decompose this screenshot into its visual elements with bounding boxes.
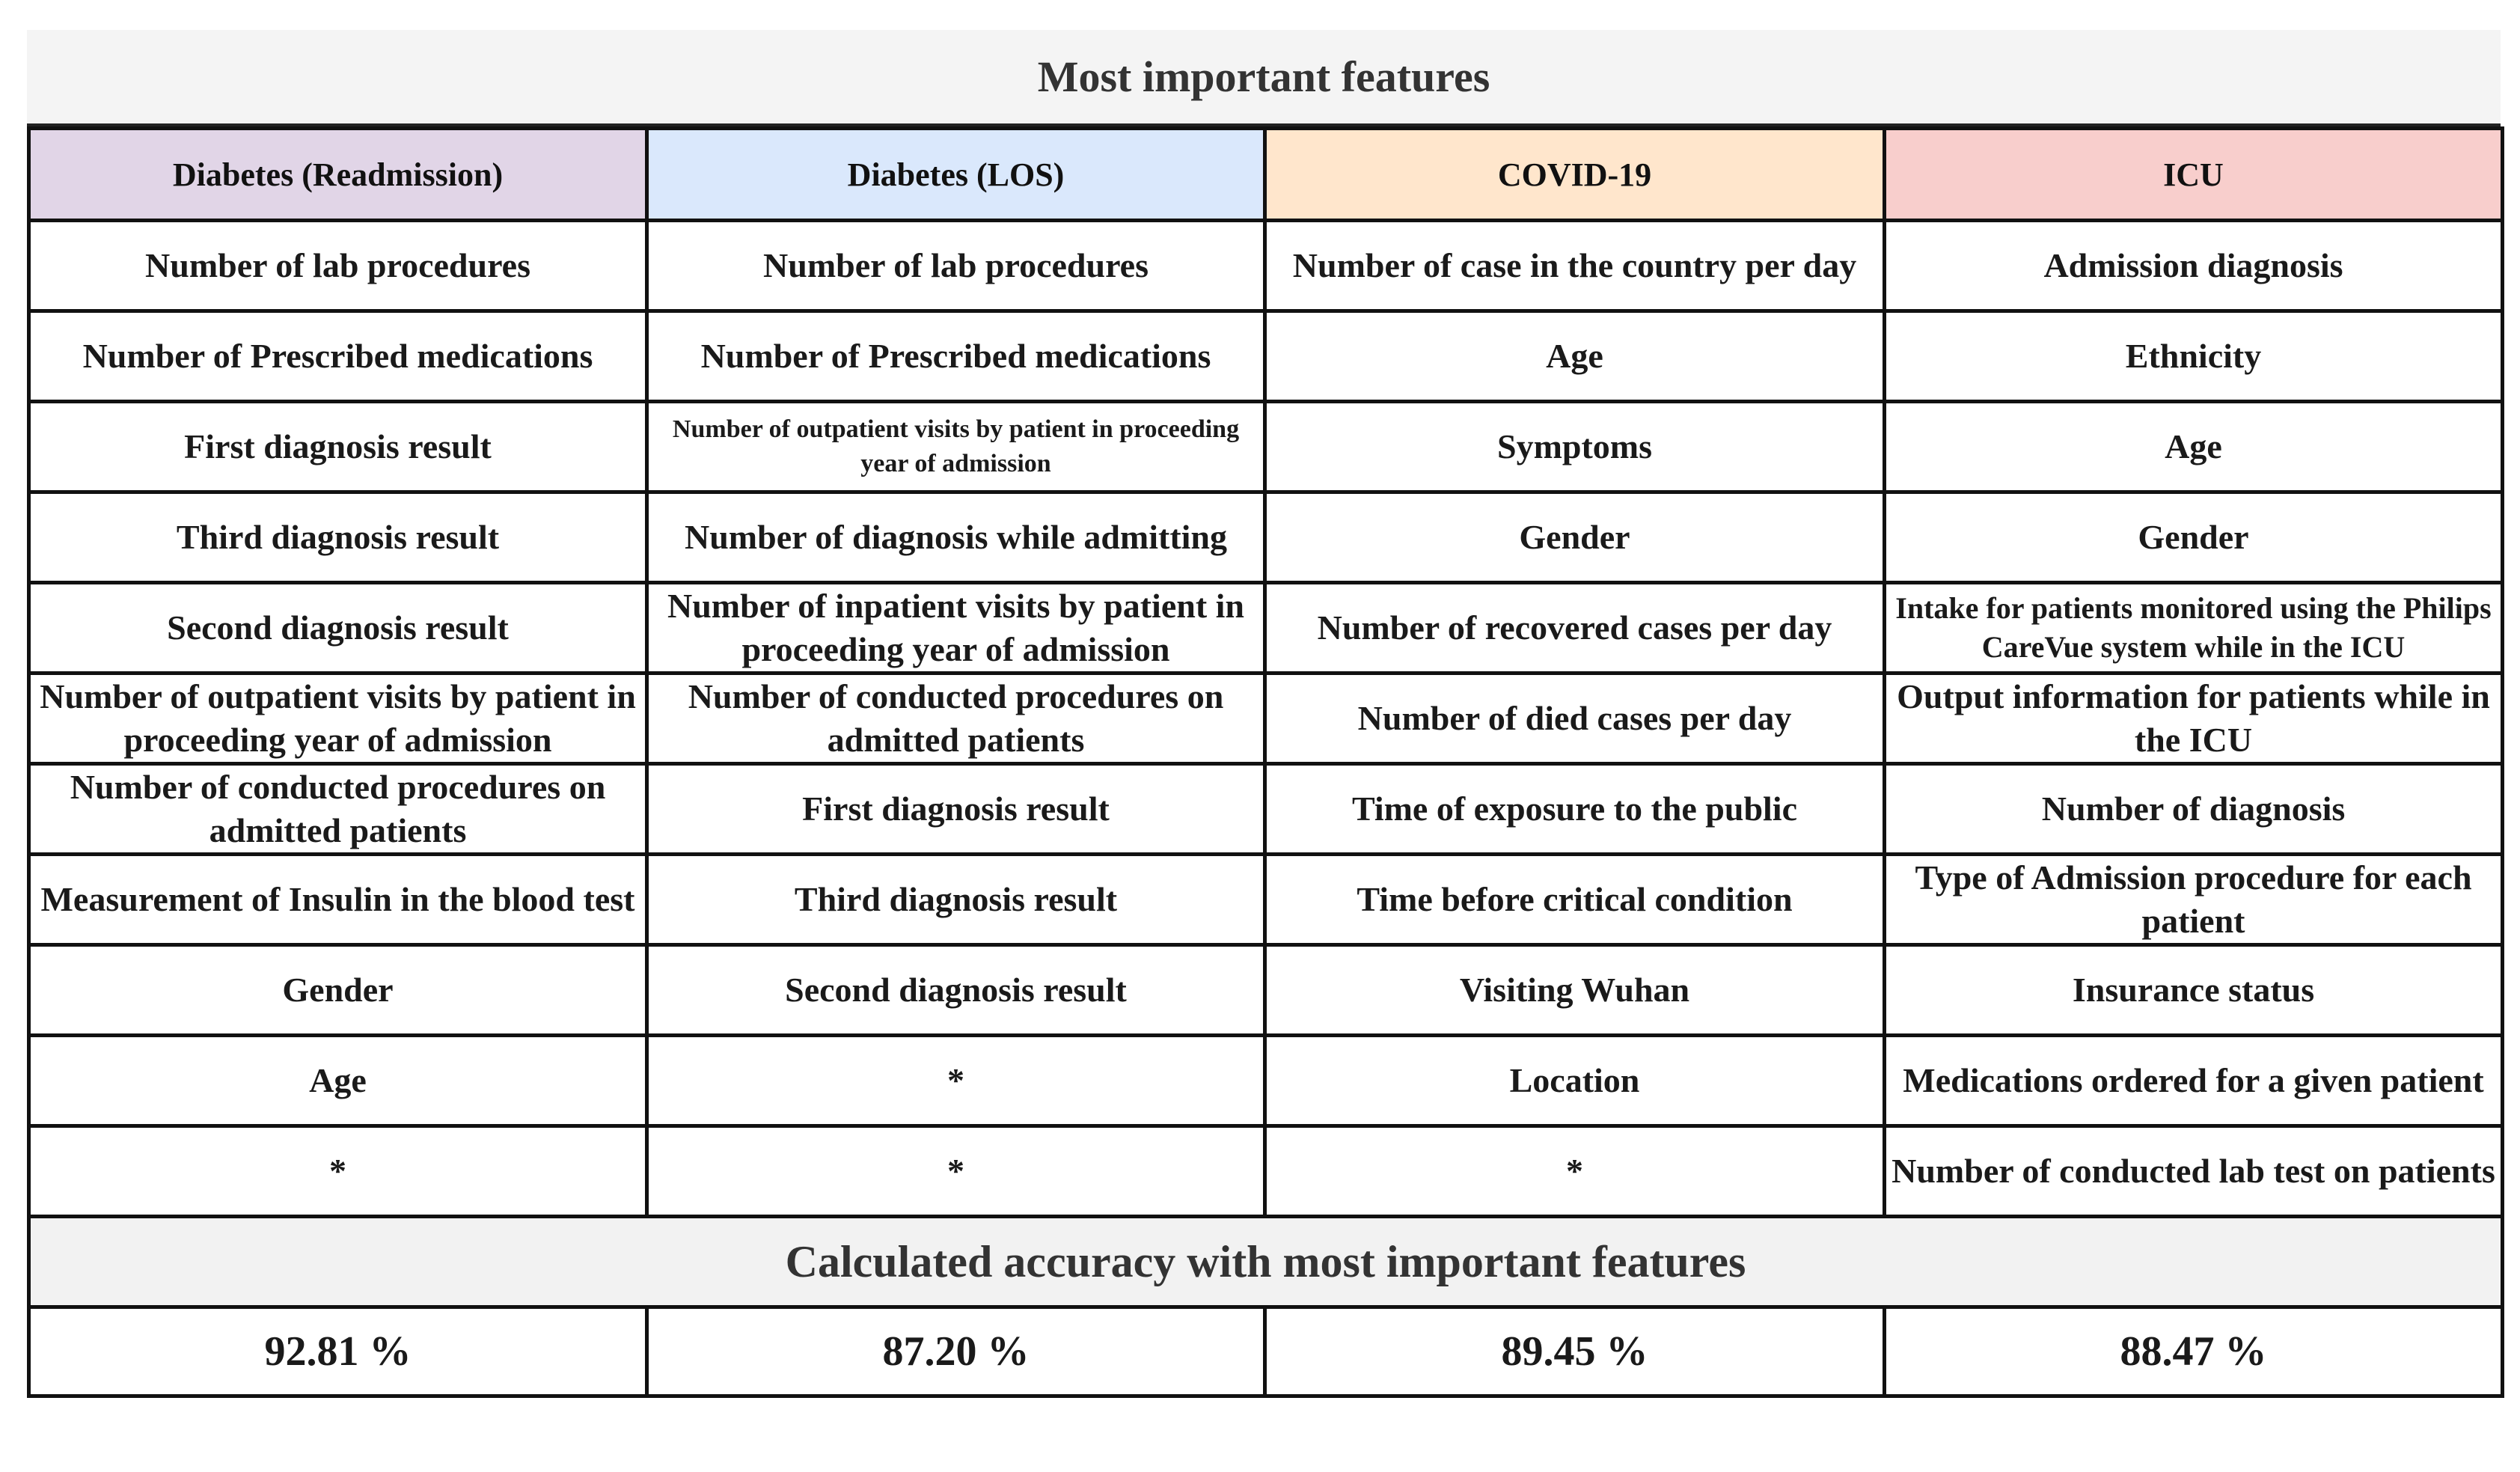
table-cell: Age	[29, 1036, 647, 1126]
accuracy-value-icu: 88.47 %	[1885, 1307, 2503, 1396]
table-row	[29, 1126, 2503, 1217]
table-cell: Location	[1265, 1036, 1885, 1126]
column-header-covid-19: COVID-19	[1265, 129, 1885, 221]
table-cell: Number of conducted procedures on admitted patients	[647, 674, 1265, 764]
table-cell: Ethnicity	[1885, 311, 2503, 402]
table-cell: Time before critical condition	[1265, 855, 1885, 945]
table-cell: *	[1265, 1126, 1885, 1217]
table-cell: *	[647, 1126, 1265, 1217]
table-row	[29, 583, 2503, 674]
table-cell: Third diagnosis result	[29, 492, 647, 583]
table-cell: Age	[1265, 311, 1885, 402]
table-cell: Visiting Wuhan	[1265, 945, 1885, 1036]
table-cell: Number of case in the country per day	[1265, 221, 1885, 311]
table-row	[29, 221, 2503, 311]
column-header-diabetes-los: Diabetes (LOS)	[647, 129, 1265, 221]
table-cell: Age	[1885, 402, 2503, 492]
table-cell: *	[647, 1036, 1265, 1126]
table-row	[29, 492, 2503, 583]
table-cell: Output information for patients while in the ICU	[1885, 674, 2503, 764]
table-cell: *	[29, 1126, 647, 1217]
table-row	[29, 402, 2503, 492]
table-row	[29, 945, 2503, 1036]
table-cell: Intake for patients monitored using the Philips CareVue system while in the ICU	[1885, 583, 2503, 674]
table-cell: Time of exposure to the public	[1265, 764, 1885, 855]
table-cell: Gender	[1265, 492, 1885, 583]
features-table	[27, 126, 2504, 1398]
column-header-diabetes-readmission: Diabetes (Readmission)	[29, 129, 647, 221]
table-row	[29, 855, 2503, 945]
accuracy-value-diabetes-readmission: 92.81 %	[29, 1307, 647, 1396]
table-cell: Medications ordered for a given patient	[1885, 1036, 2503, 1126]
accuracy-value-covid-19: 89.45 %	[1265, 1307, 1885, 1396]
table-cell: Number of diagnosis	[1885, 764, 2503, 855]
accuracy-title: Calculated accuracy with most important features	[29, 1217, 2503, 1307]
table-cell: Third diagnosis result	[647, 855, 1265, 945]
header-row	[29, 129, 2503, 221]
table-cell: Number of outpatient visits by patient in proceeding year of admission	[647, 402, 1265, 492]
accuracy-value-diabetes-los: 87.20 %	[647, 1307, 1265, 1396]
figure-title: Most important features	[27, 30, 2501, 126]
table-cell: First diagnosis result	[647, 764, 1265, 855]
table-cell: Gender	[1885, 492, 2503, 583]
table-row	[29, 1036, 2503, 1126]
table-cell: Number of recovered cases per day	[1265, 583, 1885, 674]
table-cell: Insurance status	[1885, 945, 2503, 1036]
table-cell: Second diagnosis result	[29, 583, 647, 674]
table-cell: Number of inpatient visits by patient in proceeding year of admission	[647, 583, 1265, 674]
accuracy-row	[29, 1307, 2503, 1396]
table-cell: Number of diagnosis while admitting	[647, 492, 1265, 583]
table-cell: Type of Admission procedure for each patient	[1885, 855, 2503, 945]
accuracy-header-row	[29, 1217, 2503, 1307]
table-cell: Number of Prescribed medications	[647, 311, 1265, 402]
table-cell: First diagnosis result	[29, 402, 647, 492]
table-cell: Number of lab procedures	[647, 221, 1265, 311]
table-cell: Second diagnosis result	[647, 945, 1265, 1036]
table-cell: Number of lab procedures	[29, 221, 647, 311]
table-cell: Number of conducted procedures on admitted patients	[29, 764, 647, 855]
table-cell: Number of died cases per day	[1265, 674, 1885, 764]
table-row	[29, 764, 2503, 855]
table-cell: Measurement of Insulin in the blood test	[29, 855, 647, 945]
table-cell: Admission diagnosis	[1885, 221, 2503, 311]
table-cell: Symptoms	[1265, 402, 1885, 492]
table-row	[29, 674, 2503, 764]
table-cell: Number of conducted lab test on patients	[1885, 1126, 2503, 1217]
table-row	[29, 311, 2503, 402]
table-cell: Number of outpatient visits by patient in proceeding year of admission	[29, 674, 647, 764]
feature-importance-figure	[27, 30, 2501, 1398]
table-cell: Gender	[29, 945, 647, 1036]
table-cell: Number of Prescribed medications	[29, 311, 647, 402]
column-header-icu: ICU	[1885, 129, 2503, 221]
